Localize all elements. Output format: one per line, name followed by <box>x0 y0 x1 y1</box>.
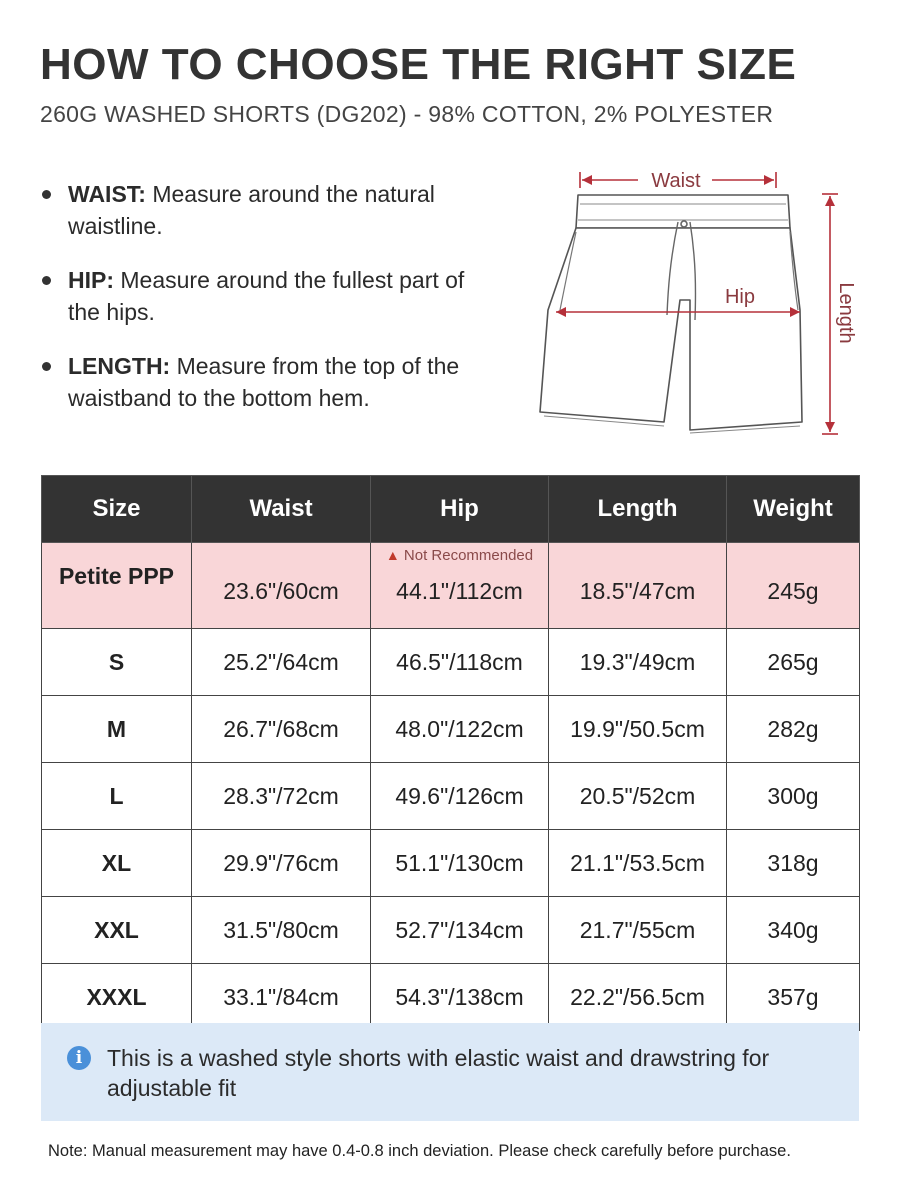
hip-value: 44.1"/112cm <box>396 577 523 604</box>
size-cell: S <box>42 629 192 696</box>
product-subtitle: 260G WASHED SHORTS (DG202) - 98% COTTON, 2% POLYESTER <box>40 101 774 127</box>
length-label: Length <box>835 282 857 344</box>
column-header-length: Length <box>549 476 727 543</box>
hip-cell: 49.6"/126cm <box>371 763 549 830</box>
hip-cell: 46.5"/118cm <box>371 629 549 696</box>
weight-cell: 357g <box>727 964 860 1031</box>
hip-cell: 51.1"/130cm <box>371 830 549 897</box>
measurement-note: Note: Manual measurement may have 0.4-0.8 inch deviation. Please check carefully before purchase. <box>48 1142 791 1160</box>
hip-cell: 54.3"/138cm <box>371 964 549 1031</box>
hip-cell: 52.7"/134cm <box>371 897 549 964</box>
waist-cell: 26.7"/68cm <box>192 696 371 763</box>
waist-cell: 28.3"/72cm <box>192 763 371 830</box>
table-row-xl <box>42 830 860 897</box>
size-cell: Petite PPP <box>42 543 192 629</box>
table-row-xxxl <box>42 964 860 1031</box>
table-row-xxl <box>42 897 860 964</box>
size-cell: XXXL <box>42 964 192 1031</box>
info-icon: i <box>67 1046 91 1070</box>
table-header-row <box>42 476 860 543</box>
bullet-icon <box>42 362 51 371</box>
instruction-text: Measure around the natural waistline. <box>68 181 435 239</box>
instruction-term: HIP: <box>68 267 114 293</box>
shorts-illustration <box>540 195 802 433</box>
waist-cell: 23.6"/60cm <box>192 543 371 629</box>
info-text: This is a washed style shorts with elastic waist and drawstring for adjustable fit <box>107 1045 770 1101</box>
weight-cell: 282g <box>727 696 860 763</box>
size-cell: L <box>42 763 192 830</box>
waist-label: Waist <box>651 170 701 192</box>
column-header-size: Size <box>42 476 192 543</box>
length-cell: 18.5"/47cm <box>549 543 727 629</box>
length-cell: 22.2"/56.5cm <box>549 964 727 1031</box>
waist-cell: 33.1"/84cm <box>192 964 371 1031</box>
size-cell: XL <box>42 830 192 897</box>
shorts-measurement-diagram <box>530 160 870 450</box>
info-callout <box>41 1023 859 1121</box>
bullet-icon <box>42 190 51 199</box>
table-row-m <box>42 696 860 763</box>
instruction-text: Measure from the top of the waistband to the bottom hem. <box>68 353 460 411</box>
length-cell: 20.5"/52cm <box>549 763 727 830</box>
column-header-waist: Waist <box>192 476 371 543</box>
warning-icon: ▲ <box>385 547 400 563</box>
hip-cell <box>371 543 549 629</box>
size-cell: M <box>42 696 192 763</box>
weight-cell: 300g <box>727 763 860 830</box>
weight-cell: 245g <box>727 543 860 629</box>
length-instruction <box>40 350 500 414</box>
length-cell: 19.9"/50.5cm <box>549 696 727 763</box>
hip-cell: 48.0"/122cm <box>371 696 549 763</box>
table-row-s <box>42 629 860 696</box>
length-cell: 21.7"/55cm <box>549 897 727 964</box>
waist-cell: 25.2"/64cm <box>192 629 371 696</box>
not-recommended-badge <box>371 547 548 564</box>
instruction-text: Measure around the fullest part of the hips. <box>68 267 465 325</box>
column-header-hip: Hip <box>371 476 549 543</box>
instruction-term: WAIST: <box>68 181 146 207</box>
hip-label: Hip <box>724 286 756 308</box>
waist-cell: 31.5"/80cm <box>192 897 371 964</box>
length-cell: 19.3"/49cm <box>549 629 727 696</box>
length-cell: 21.1"/53.5cm <box>549 830 727 897</box>
bullet-icon <box>42 276 51 285</box>
weight-cell: 265g <box>727 629 860 696</box>
size-cell: XXL <box>42 897 192 964</box>
waist-instruction <box>40 178 500 242</box>
waist-cell: 29.9"/76cm <box>192 830 371 897</box>
column-header-weight: Weight <box>727 476 860 543</box>
weight-cell: 318g <box>727 830 860 897</box>
measurement-instructions <box>40 178 500 436</box>
page-title: HOW TO CHOOSE THE RIGHT SIZE <box>40 40 797 89</box>
hip-instruction <box>40 264 500 328</box>
warning-text: Not Recommended <box>403 547 534 564</box>
weight-cell: 340g <box>727 897 860 964</box>
instruction-term: LENGTH: <box>68 353 171 379</box>
table-row-petite <box>42 543 860 629</box>
table-row-l <box>42 763 860 830</box>
size-chart-table <box>41 475 860 1031</box>
